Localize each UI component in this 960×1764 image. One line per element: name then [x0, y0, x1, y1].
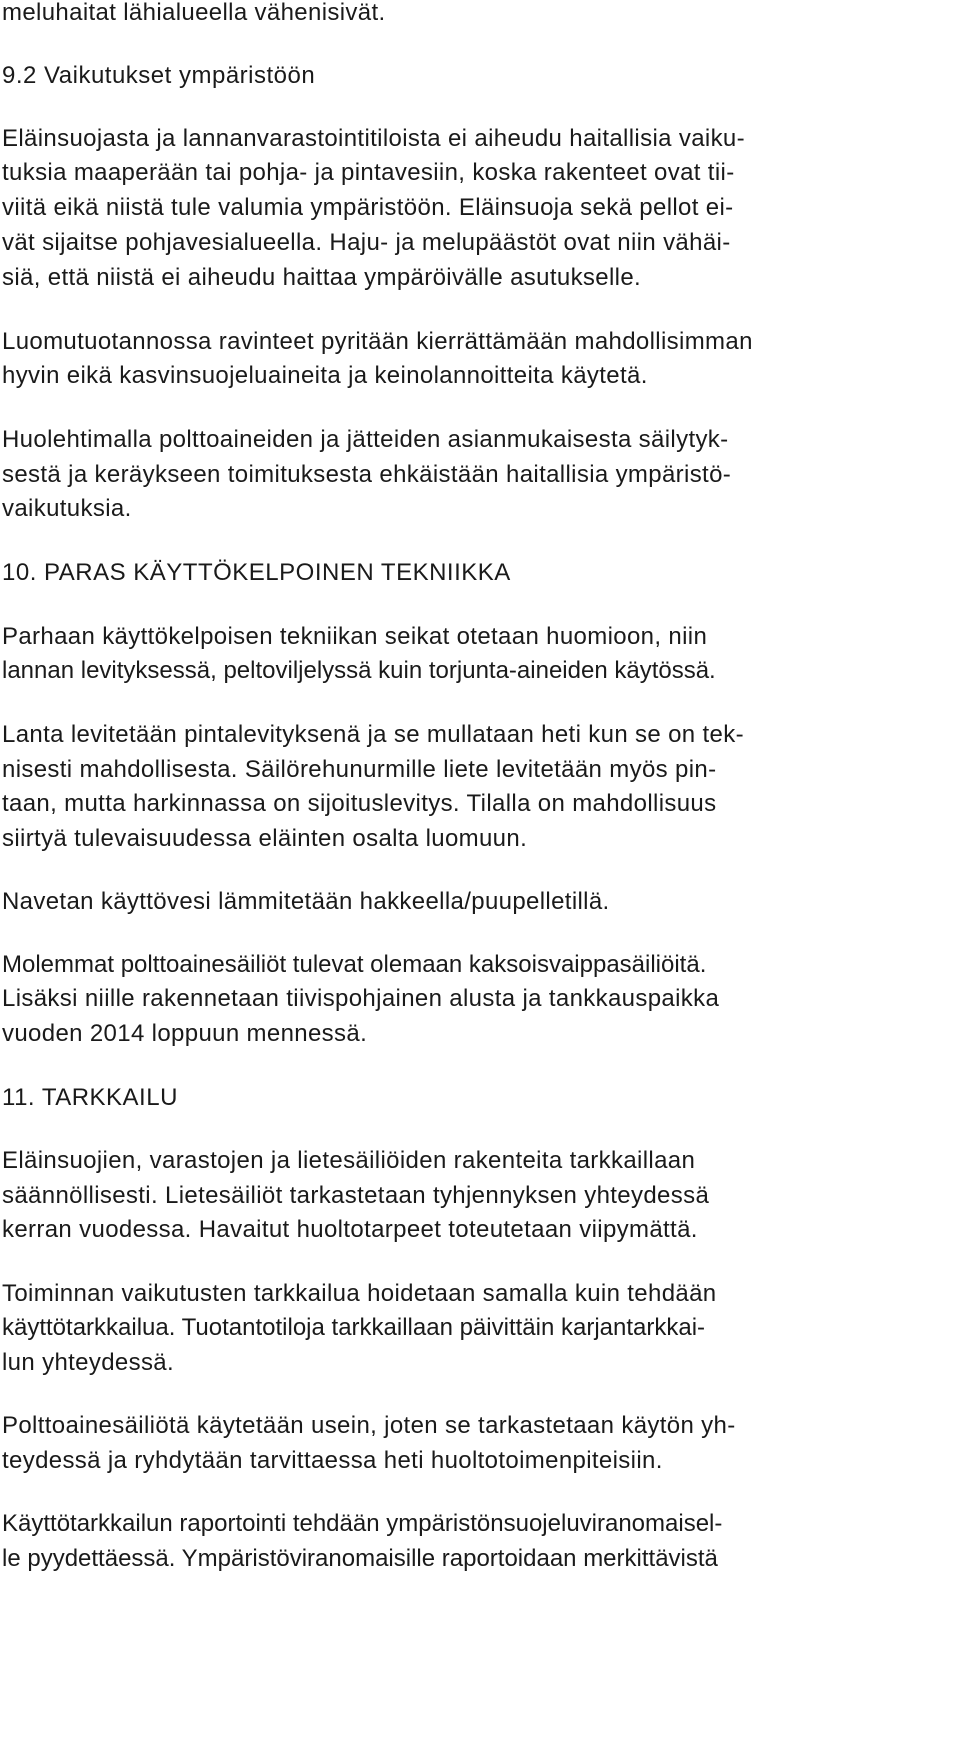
text-line: Huolehtimalla polttoaineiden ja jätteiden asianmukaisesta säilytyk- [2, 426, 729, 453]
text-line: vät sijaitse pohjavesialueella. Haju- ja melupäästöt ovat niin vähäi- [2, 229, 731, 256]
text-line: lannan levityksessä, peltoviljelyssä kuin torjunta-aineiden käytössä. [2, 657, 716, 684]
text-line: lun yhteydessä. [2, 1349, 175, 1376]
text-line: Eläinsuojien, varastojen ja lietesäiliöiden rakenteita tarkkaillaan [2, 1147, 696, 1174]
text-line: Luomutuotannossa ravinteet pyritään kierrättämään mahdollisimman [2, 328, 753, 355]
text-line: le pyydettäessä. Ympäristöviranomaisille raportoidaan merkittävistä [2, 1545, 718, 1572]
text-line: Eläinsuojasta ja lannanvarastointitiloista ei aiheudu haitallisia vaiku- [2, 125, 745, 152]
text-line: Lisäksi niille rakennetaan tiivispohjainen alusta ja tankkauspaikka [2, 985, 720, 1012]
text-line: Molemmat polttoainesäiliöt tulevat olemaan kaksoisvaippasäiliöitä. [2, 951, 707, 978]
text-line: säännöllisesti. Lietesäiliöt tarkastetaan tyhjennyksen yhteydessä [2, 1182, 710, 1209]
text-line: taan, mutta harkinnassa on sijoituslevitys. Tilalla on mahdollisuus [2, 790, 717, 817]
text-line: Lanta levitetään pintalevityksenä ja se mullataan heti kun se on tek- [2, 721, 744, 748]
text-line: siä, että niistä ei aiheudu haittaa ympäröivälle asutukselle. [2, 264, 642, 291]
text-line: Polttoainesäiliötä käytetään usein, joten se tarkastetaan käytön yh- [2, 1412, 736, 1439]
text-line: Navetan käyttövesi lämmitetään hakkeella/puupelletillä. [2, 888, 610, 915]
text-line: nisesti mahdollisesta. Säilörehunurmille liete levitetään myös pin- [2, 756, 717, 783]
text-line: viitä eikä niistä tule valumia ympäristöön. Eläinsuoja sekä pellot ei- [2, 194, 734, 221]
text-line: Parhaan käyttökelpoisen tekniikan seikat otetaan huomioon, niin [2, 623, 708, 650]
text-line: käyttötarkkailua. Tuotantotiloja tarkkaillaan päivittäin karjantarkkai- [2, 1314, 706, 1341]
text-line: vaikutuksia. [2, 495, 132, 522]
section-heading-9-2: 9.2 Vaikutukset ympäristöön [2, 62, 316, 89]
section-heading-10: 10. PARAS KÄYTTÖKELPOINEN TEKNIIKKA [2, 559, 511, 586]
text-line: tuksia maaperään tai pohja- ja pintavesiin, koska rakenteet ovat tii- [2, 159, 735, 186]
text-line: hyvin eikä kasvinsuojeluaineita ja keinolannoitteita käytetä. [2, 362, 648, 389]
text-line: meluhaitat lähialueella vähenisivät. [2, 0, 386, 26]
text-line: kerran vuodessa. Havaitut huoltotarpeet toteutetaan viipymättä. [2, 1216, 698, 1243]
text-line: vuoden 2014 loppuun mennessä. [2, 1020, 368, 1047]
section-heading-11: 11. TARKKAILU [2, 1084, 178, 1111]
text-line: Toiminnan vaikutusten tarkkailua hoidetaan samalla kuin tehdään [2, 1280, 717, 1307]
text-line: teydessä ja ryhdytään tarvittaessa heti huoltotoimenpiteisiin. [2, 1447, 663, 1474]
text-line: Käyttötarkkailun raportointi tehdään ympäristönsuojeluviranomaisel- [2, 1510, 723, 1537]
text-line: sestä ja keräykseen toimituksesta ehkäistään haitallisia ympäristö- [2, 461, 732, 488]
text-line: siirtyä tulevaisuudessa eläinten osalta luomuun. [2, 825, 528, 852]
